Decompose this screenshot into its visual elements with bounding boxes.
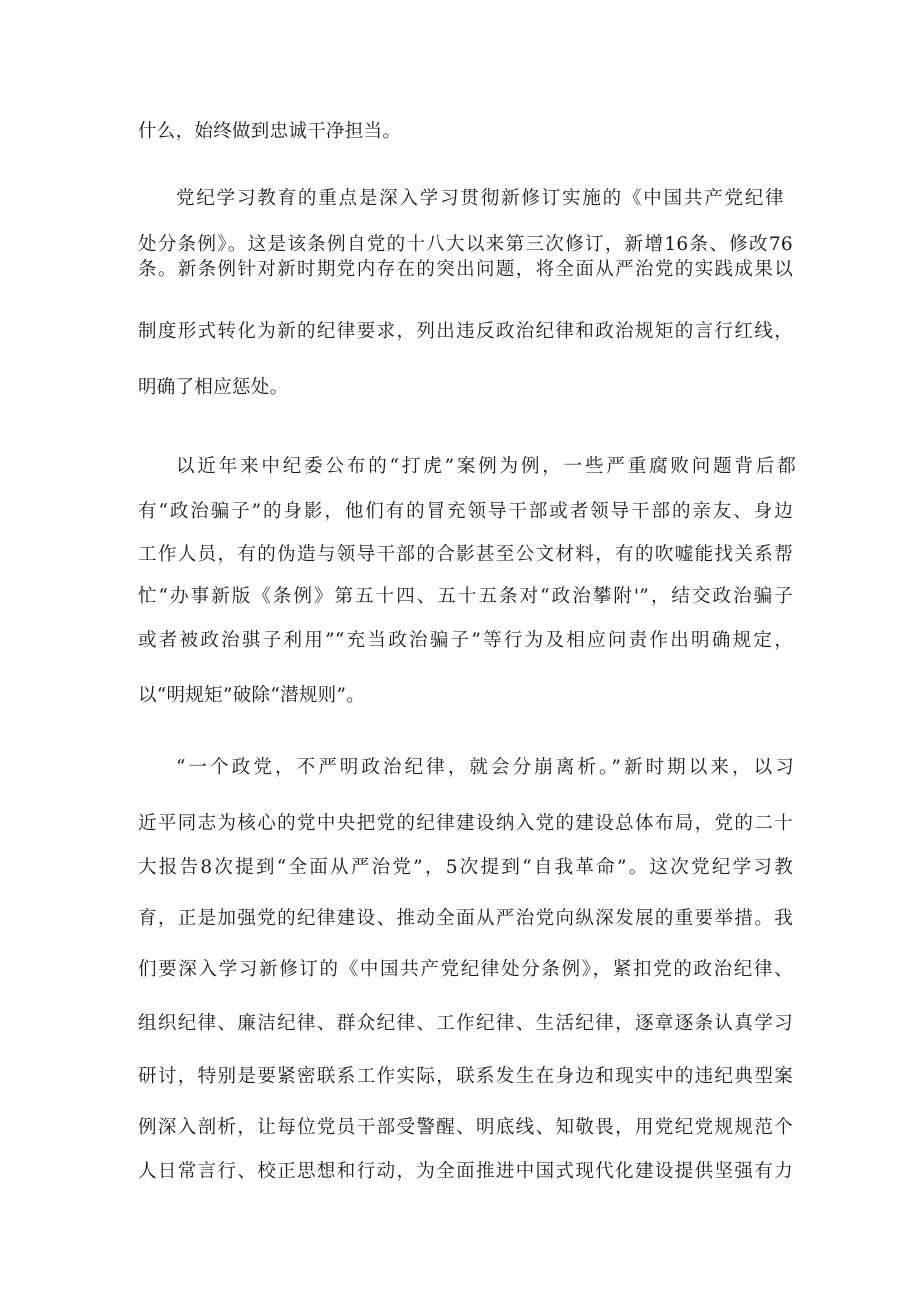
paragraph-4-line-9: 人日常言行、校正思想和行动，为全面推进中国式现代化建设提供坚强有力 [138, 1161, 793, 1182]
paragraph-4-line-6: 组织纪律、廉洁纪律、群众纪律、工作纪律、生活纪律，逐章逐条认真学习 [138, 1013, 793, 1034]
paragraph-3-line-6: 以“明规矩”破除“潜规则”。 [138, 685, 366, 706]
paragraph-3-line-2: 有“政治骗子”的身影，他们有的冒充领导干部或者领导干部的亲友、身边 [138, 501, 793, 522]
paragraph-4-line-2: 近平同志为核心的党中央把党的纪律建设纳入党的建设总体布局，党的二十 [138, 813, 793, 834]
paragraph-2-line-1: 党纪学习教育的重点是深入学习贯彻新修订实施的《中国共产党纪律 [176, 188, 784, 209]
paragraph-2-line-2: 处分条例》。这是该条例自党的十八大以来第三次修订，新增16条、修改76 [138, 234, 793, 255]
paragraph-3-line-4: 忙“办事新版《条例》第五十四、五十五条对“政治攀附'”，结交政治骗子 [138, 586, 793, 607]
paragraph-3-line-1: 以近年来中纪委公布的“打虎”案例为例，一些严重腐败问题背后都 [176, 456, 796, 477]
paragraph-4-line-4: 育，正是加强党的纪律建设、推动全面从严治党向纵深发展的重要举措。我 [138, 908, 793, 929]
paragraph-4-line-5: 们要深入学习新修订的《中国共产党纪律处分条例》，紧扣党的政治纪律、 [138, 959, 793, 980]
paragraph-4-line-8: 例深入剖析，让每位党员干部受警醒、明底线、知敬畏，用党纪党规规范个 [138, 1117, 793, 1138]
paragraph-3-line-3: 工作人员，有的伪造与领导干部的合影甚至公文材料，有的吹嘘能找关系帮 [138, 544, 793, 565]
paragraph-3-line-5: 或者被政治骐子利用”“充当政治骗子”等行为及相应问责作出明确规定， [138, 630, 793, 651]
paragraph-4-line-7: 研讨，特别是要紧密联系工作实际，联系发生在身边和现实中的违纪典型案 [138, 1066, 793, 1087]
paragraph-1-line-1: 什么，始终做到忠诚干净担当。 [138, 121, 402, 142]
paragraph-4-line-3: 大报告8次提到“全面从严治党”，5次提到“自我革命”。这次党纪学习教 [138, 857, 793, 878]
paragraph-2-line-4: 制度形式转化为新的纪律要求，列出违反政治纪律和政治规矩的言行红线， [138, 321, 793, 342]
paragraph-4-line-1: “一个政党，不严明政治纪律，就会分崩离析。”新时期以来，以习 [176, 757, 794, 778]
paragraph-2-line-3: 条。新条例针对新时期党内存在的突出问题，将全面从严治党的实践成果以 [138, 259, 793, 280]
paragraph-2-line-5: 明确了相应惩处。 [138, 377, 289, 398]
